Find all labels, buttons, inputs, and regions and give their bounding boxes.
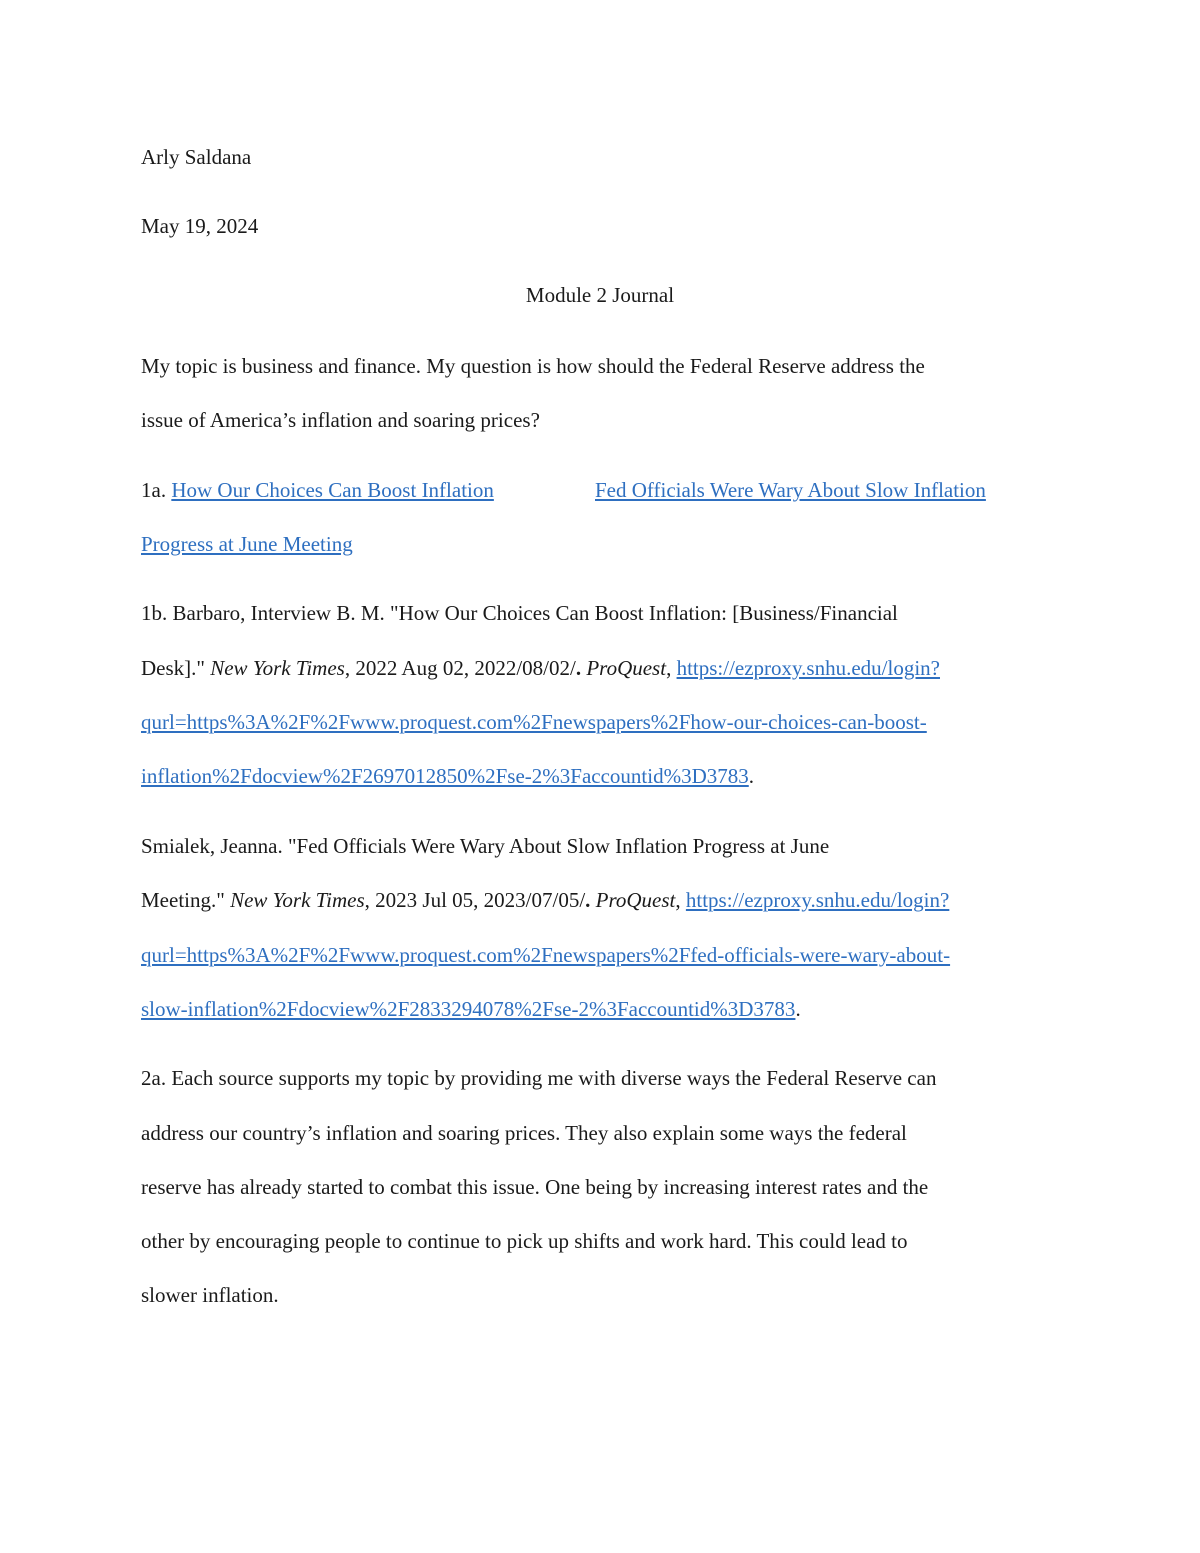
citation-2-line-4 [141,996,801,1022]
citation-1-url-part-1[interactable]: https://ezproxy.snhu.edu/login? [676,656,940,680]
citation-1-label: 1b. [141,601,168,625]
citation-2-url-part-2[interactable]: qurl=https%3A%2F%2Fwww.proquest.com%2Fnewspapers%2Ffed-officials-were-wary-about- [141,943,951,967]
citation-1-line-2 [141,655,940,681]
document-title: Module 2 Journal [525,283,675,307]
section-1a-label: 1a. [141,478,167,502]
citation-1-date: , 2022 Aug 02, 2022/08/02/ [344,656,576,680]
intro-line-2: issue of America’s inflation and soaring prices? [141,408,540,432]
citation-1-database: ProQuest [586,656,667,680]
section-2a-line-1: 2a. Each source supports my topic by providing me with diverse ways the Federal Reserve can [141,1066,937,1090]
section-1a-link-2-line-1 [595,477,986,503]
citation-2-period: . [585,888,596,912]
document-date: May 19, 2024 [141,214,259,238]
section-1a-line-2 [141,531,353,557]
citation-2-end: . [795,997,801,1021]
article-link-1[interactable]: How Our Choices Can Boost Inflation [171,478,494,502]
citation-1-journal: New York Times [210,656,345,680]
citation-2-line-1: Smialek, Jeanna. "Fed Officials Were Wary About Slow Inflation Progress at June [141,834,830,858]
intro-line-1: My topic is business and finance. My question is how should the Federal Reserve address the [141,354,925,378]
author-name: Arly Saldana [141,145,252,169]
citation-1-url-part-2[interactable]: qurl=https%3A%2F%2Fwww.proquest.com%2Fnewspapers%2Fhow-our-choices-can-boost- [141,710,927,734]
citation-2-line-3 [141,942,950,968]
citation-1-line-4 [141,763,754,789]
citation-1-end: . [748,764,755,788]
citation-1-line-3 [141,709,927,735]
citation-1-period: . [575,656,587,680]
citation-2-meeting: Meeting." [141,888,231,912]
citation-2-journal: New York Times [230,888,365,912]
article-link-2-part-2[interactable]: Progress at June Meeting [141,532,353,556]
citation-2-date: , 2023 Jul 05, 2023/07/05/ [364,888,586,912]
article-link-2-part-1[interactable]: Fed Officials Were Wary About Slow Inflation [595,478,986,502]
citation-1-line-1 [141,600,898,626]
citation-1-url-part-3[interactable]: inflation%2Fdocview%2F2697012850%2Fse-2%3Faccountid%3D3783 [141,764,749,788]
section-2a-line-2: address our country’s inflation and soaring prices. They also explain some ways the federal [141,1121,907,1145]
citation-1-desk: Desk]." [141,656,211,680]
citation-1-text: Barbaro, Interview B. M. "How Our Choices Can Boost Inflation: [Business/Financial [172,601,898,625]
section-2a-line-3: reserve has already started to combat this issue. One being by increasing interest rates and the [141,1175,929,1199]
section-2a-line-4: other by encouraging people to continue to pick up shifts and work hard. This could lead to [141,1229,908,1253]
citation-1-comma: , [666,656,677,680]
citation-2-url-part-3[interactable]: slow-inflation%2Fdocview%2F2833294078%2Fse-2%3Faccountid%3D3783 [141,997,796,1021]
citation-2-database: ProQuest [595,888,676,912]
citation-2-line-2 [141,887,949,913]
section-2a-line-5: slower inflation. [141,1283,279,1307]
section-1a-line-1 [141,477,494,503]
citation-2-url-part-1[interactable]: https://ezproxy.snhu.edu/login? [685,888,950,912]
citation-2-comma: , [675,888,686,912]
